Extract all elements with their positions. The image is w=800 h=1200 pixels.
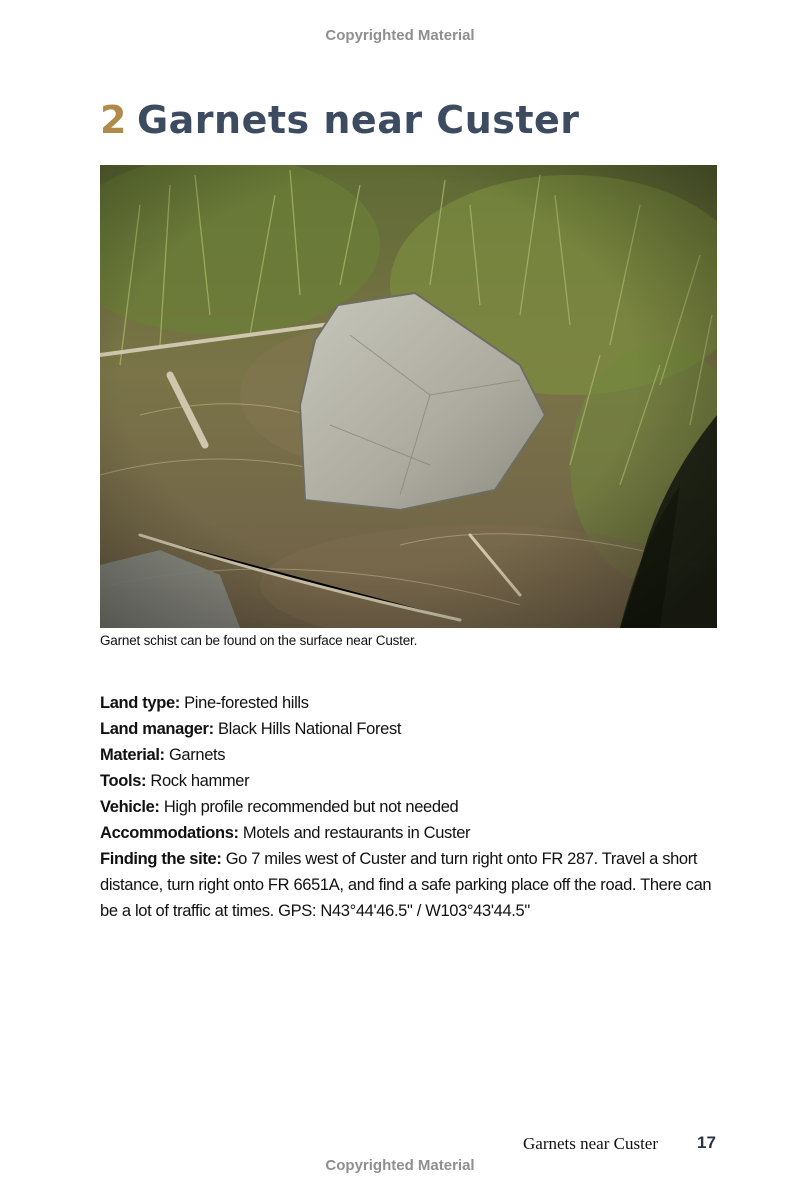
- chapter-number: 2: [100, 98, 127, 142]
- fact-value: High profile recommended but not needed: [163, 798, 459, 816]
- garnet-schist-photo: [100, 165, 717, 628]
- fact-vehicle: [100, 794, 725, 820]
- fact-label: Vehicle:: [100, 798, 160, 816]
- fact-value: Black Hills National Forest: [217, 720, 402, 738]
- fact-label: Material:: [100, 746, 165, 764]
- chapter-title: [100, 98, 580, 144]
- fact-finding-the-site: [100, 846, 725, 924]
- fact-label: Finding the site:: [100, 850, 222, 868]
- fact-value: Go 7 miles west of Custer and turn right onto FR 287. Travel a short distance, turn right onto FR 6651A, and find a safe parking place off the road. There can be a lot of traffic at times. GPS: N43°44'46.5" / W103°43'44.5": [100, 850, 712, 920]
- fact-tools: [100, 768, 725, 794]
- fact-value: Pine-forested hills: [184, 694, 309, 712]
- fact-label: Land manager:: [100, 720, 214, 738]
- running-title: Garnets near Custer: [523, 1134, 659, 1153]
- chapter-name: Garnets near Custer: [136, 98, 580, 142]
- fact-value: Rock hammer: [150, 772, 250, 790]
- fact-label: Land type:: [100, 694, 180, 712]
- fact-label: Tools:: [100, 772, 147, 790]
- copyright-watermark-bottom: Copyrighted Material: [325, 1157, 475, 1174]
- fact-value: Garnets: [168, 746, 226, 764]
- fact-value: Motels and restaurants in Custer: [242, 824, 471, 842]
- fact-land-manager: [100, 716, 725, 742]
- copyright-watermark-top: Copyrighted Material: [325, 27, 475, 44]
- site-facts: [100, 690, 725, 924]
- page-number: 17: [697, 1133, 716, 1152]
- photo-caption: Garnet schist can be found on the surface near Custer.: [100, 633, 418, 648]
- fact-land-type: [100, 690, 725, 716]
- fact-accommodations: [100, 820, 725, 846]
- site-photo: [100, 165, 717, 628]
- fact-label: Accommodations:: [100, 824, 239, 842]
- fact-material: [100, 742, 725, 768]
